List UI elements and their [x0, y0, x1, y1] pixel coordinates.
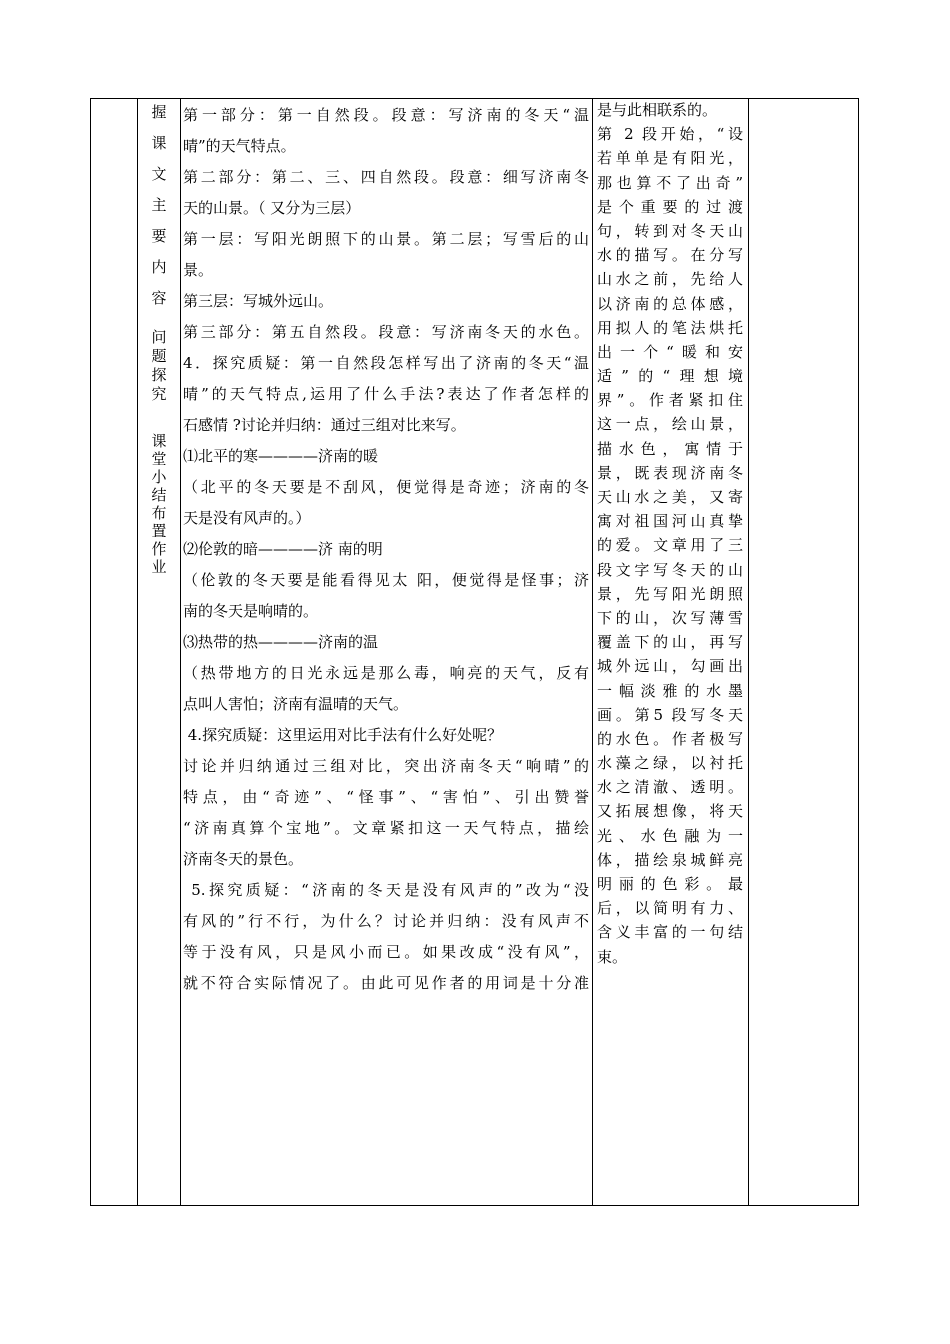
section-label-column: [138, 98, 180, 1206]
note-line: 天山水之美，又寄: [597, 488, 743, 506]
note-line: 适”的“理想境: [597, 367, 743, 386]
note-line: 用拟人的笔法烘托: [597, 318, 743, 337]
note-line: 描水色，寓情于: [597, 439, 743, 458]
note-line: 若单单是有阳光，: [597, 149, 743, 168]
note-line: 又拓展想像，将天: [597, 802, 743, 821]
content-line: 济南冬天的景色。: [183, 850, 304, 868]
content-line: 景。: [183, 261, 214, 279]
note-line: 那也算不了出奇”: [597, 173, 743, 192]
note-line: 下的山，次写薄雪: [597, 608, 743, 627]
design-notes-column: [597, 98, 743, 969]
content-line: （热带地方的日光永远是那么毒，响亮的天气，反有: [183, 664, 589, 682]
content-line: 南的冬天是响晴的。: [183, 602, 319, 620]
content-line: 第二部分：第二、三、四自然段。段意：细写济南冬: [183, 168, 589, 186]
note-line: 这一点，绘山景，: [597, 415, 743, 434]
note-line: 覆盖下的山，再写: [597, 633, 743, 652]
note-line: 是与此相联系的。: [597, 101, 718, 119]
content-line: 晴”的天气特点。: [183, 137, 296, 155]
note-line: 景，先写阳光朗照: [597, 584, 743, 603]
note-line: 体，描绘泉城鲜亮: [597, 850, 743, 869]
content-line: 点叫人害怕；济南有温晴的天气。: [183, 695, 409, 713]
note-line: 水藻之绿，以衬托: [597, 754, 743, 773]
note-line: 是个重要的过渡: [597, 197, 743, 216]
section-label-main-content: 握课文主要内容: [149, 104, 168, 321]
section-label-summary-homework: 课堂小结布置作业: [149, 433, 168, 577]
content-line: ⑴北平的寒————济南的暖: [183, 447, 379, 465]
content-line: 天的山景。（ 又分为三层）: [183, 199, 361, 217]
content-line: 第三部分：第五自然段。段意：写济南冬天的水色。: [183, 323, 589, 341]
content-line: 4．探究质疑：第一自然段怎样写出了济南的冬天“温: [183, 354, 589, 372]
note-line: 的水色。作者极写: [597, 729, 743, 748]
content-line: 第三层：写城外远山。: [183, 292, 334, 310]
note-line: 以济南的总体感，: [597, 294, 743, 313]
column-divider: [748, 98, 749, 1206]
content-line: ⑶热带的热————济南的温: [183, 633, 379, 651]
content-line: 等于没有风，只是风小而已。如果改成“没有风”，: [183, 943, 589, 961]
note-line: 水的描写。在分写: [597, 246, 743, 265]
content-line: 特点，由“奇迹”、“怪事”、“害怕”、引出赞誉: [183, 788, 589, 806]
content-line: 4.探究质疑：这里运用对比手法有什么好处呢？: [183, 726, 503, 744]
note-line: 出一个“暖和安: [597, 342, 743, 361]
content-line: ⑵伦敦的暗————济 南的明: [183, 540, 383, 558]
content-line: （伦敦的冬天要是能看得见太 阳，便觉得是怪事；济: [183, 571, 589, 589]
note-line: 第 2 段开始，“设: [597, 125, 743, 144]
content-line: （北平的冬天要是不刮风，便觉得是奇迹；济南的冬: [183, 478, 589, 496]
content-line: 晴”的天气特点,运用了什么手法?表达了作者怎样的: [183, 385, 589, 403]
note-line: 束。: [597, 947, 628, 966]
note-line: 的爱。文章用了三: [597, 536, 743, 555]
note-line: 山水之前，先给人: [597, 270, 743, 289]
column-divider: [592, 98, 593, 1206]
note-line: 城外远山，勾画出: [597, 657, 743, 676]
note-line: 明丽的色彩。最: [597, 875, 743, 893]
note-line: 景，既表现济南冬: [597, 463, 743, 482]
content-line: 就不符合实际情况了。由此可见作者的用词是十分准: [183, 974, 589, 992]
content-line: 第一层：写阳光朗照下的山景。第二层；写雪后的山: [183, 230, 589, 248]
content-line: 石感情 ?讨论并归纳：通过三组对比来写。: [183, 416, 466, 434]
content-line: 5.探究质疑：“济南的冬天是没有风声的”改为“没: [183, 881, 589, 899]
note-line: 画。第5 段写冬天: [597, 705, 743, 724]
note-line: 一幅淡雅的水墨: [597, 681, 743, 700]
note-line: 含义丰富的一句结: [597, 923, 743, 942]
note-line: 水之清澈、透明。: [597, 778, 743, 797]
column-divider: [180, 98, 181, 1206]
teaching-content-column: [183, 100, 589, 999]
note-line: 寓对祖国河山真挚: [597, 512, 743, 531]
content-line: 有风的”行不行，为什么？讨论并归纳：没有风声不: [183, 912, 589, 930]
content-line: 第一部分：第一自然段。段意：写济南的冬天“温: [183, 106, 589, 124]
section-label-inquiry: 问题探究: [149, 329, 168, 405]
note-line: 界”。作者紧扣住: [597, 391, 743, 410]
content-line: “济南真算个宝地”。文章紧扣这一天气特点，描绘: [183, 819, 589, 837]
content-line: 讨论并归纳通过三组对比，突出济南冬天“响晴”的: [183, 757, 589, 775]
note-line: 光、水色融为一: [597, 826, 743, 845]
note-line: 句，转到对冬天山: [597, 221, 743, 240]
note-line: 后，以简明有力、: [597, 899, 743, 918]
note-line: 段文字写冬天的山: [597, 560, 743, 579]
content-line: 天是没有风声的。）: [183, 509, 311, 527]
